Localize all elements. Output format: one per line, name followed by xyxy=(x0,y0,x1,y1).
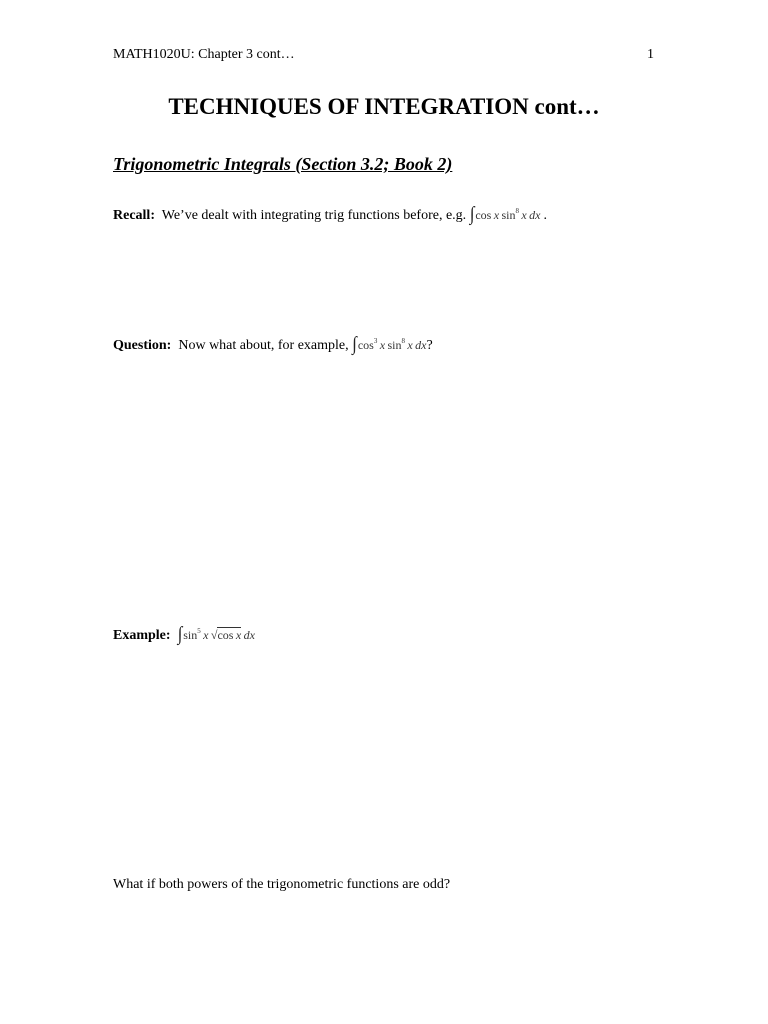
math-func: sin xyxy=(387,338,402,352)
math-func: cos xyxy=(357,338,374,352)
example-label: Example: xyxy=(113,628,171,643)
math-exponent: 5 xyxy=(197,627,201,635)
math-exponent: 8 xyxy=(515,207,520,215)
question-line xyxy=(113,334,433,354)
question-integral xyxy=(352,332,427,355)
question-text: Now what about, for example, xyxy=(178,338,349,353)
integral-sign: ∫ xyxy=(177,622,183,645)
math-var: x xyxy=(235,628,242,642)
example-integral xyxy=(177,622,255,645)
recall-label: Recall: xyxy=(113,208,155,223)
recall-integral xyxy=(469,202,544,225)
math-func: cos xyxy=(475,208,492,222)
page-title: TECHNIQUES OF INTEGRATION cont… xyxy=(168,94,600,119)
section-heading: Trigonometric Integrals (Section 3.2; Book 2) xyxy=(113,154,453,174)
sqrt-symbol: √ xyxy=(210,628,218,642)
math-differential: dx xyxy=(529,208,541,222)
math-exponent: 8 xyxy=(401,337,405,345)
math-var: x xyxy=(493,208,500,222)
final-question: What if both powers of the trigonometric functions are odd? xyxy=(113,877,451,892)
math-func: sin xyxy=(183,628,198,642)
integral-sign: ∫ xyxy=(352,332,357,355)
math-exponent: 3 xyxy=(373,337,378,345)
math-differential: dx xyxy=(243,628,255,642)
math-var: x xyxy=(407,338,413,352)
header-course: MATH1020U: Chapter 3 cont… xyxy=(113,47,295,62)
question-label: Question: xyxy=(113,338,172,353)
math-differential: dx xyxy=(415,338,427,352)
recall-text: We’ve dealt with integrating trig functions before, e.g. xyxy=(161,208,467,223)
math-var: x xyxy=(521,208,527,222)
recall-end: . xyxy=(543,208,547,223)
recall-line xyxy=(113,204,547,224)
integral-sign: ∫ xyxy=(469,202,475,225)
math-var: x xyxy=(379,338,386,352)
example-line xyxy=(113,624,255,644)
math-var: x xyxy=(203,628,209,642)
page-number: 1 xyxy=(647,47,654,62)
question-end: ? xyxy=(426,338,433,353)
sqrt-body xyxy=(217,627,241,642)
math-func: sin xyxy=(501,208,516,222)
math-func: cos xyxy=(217,628,234,642)
